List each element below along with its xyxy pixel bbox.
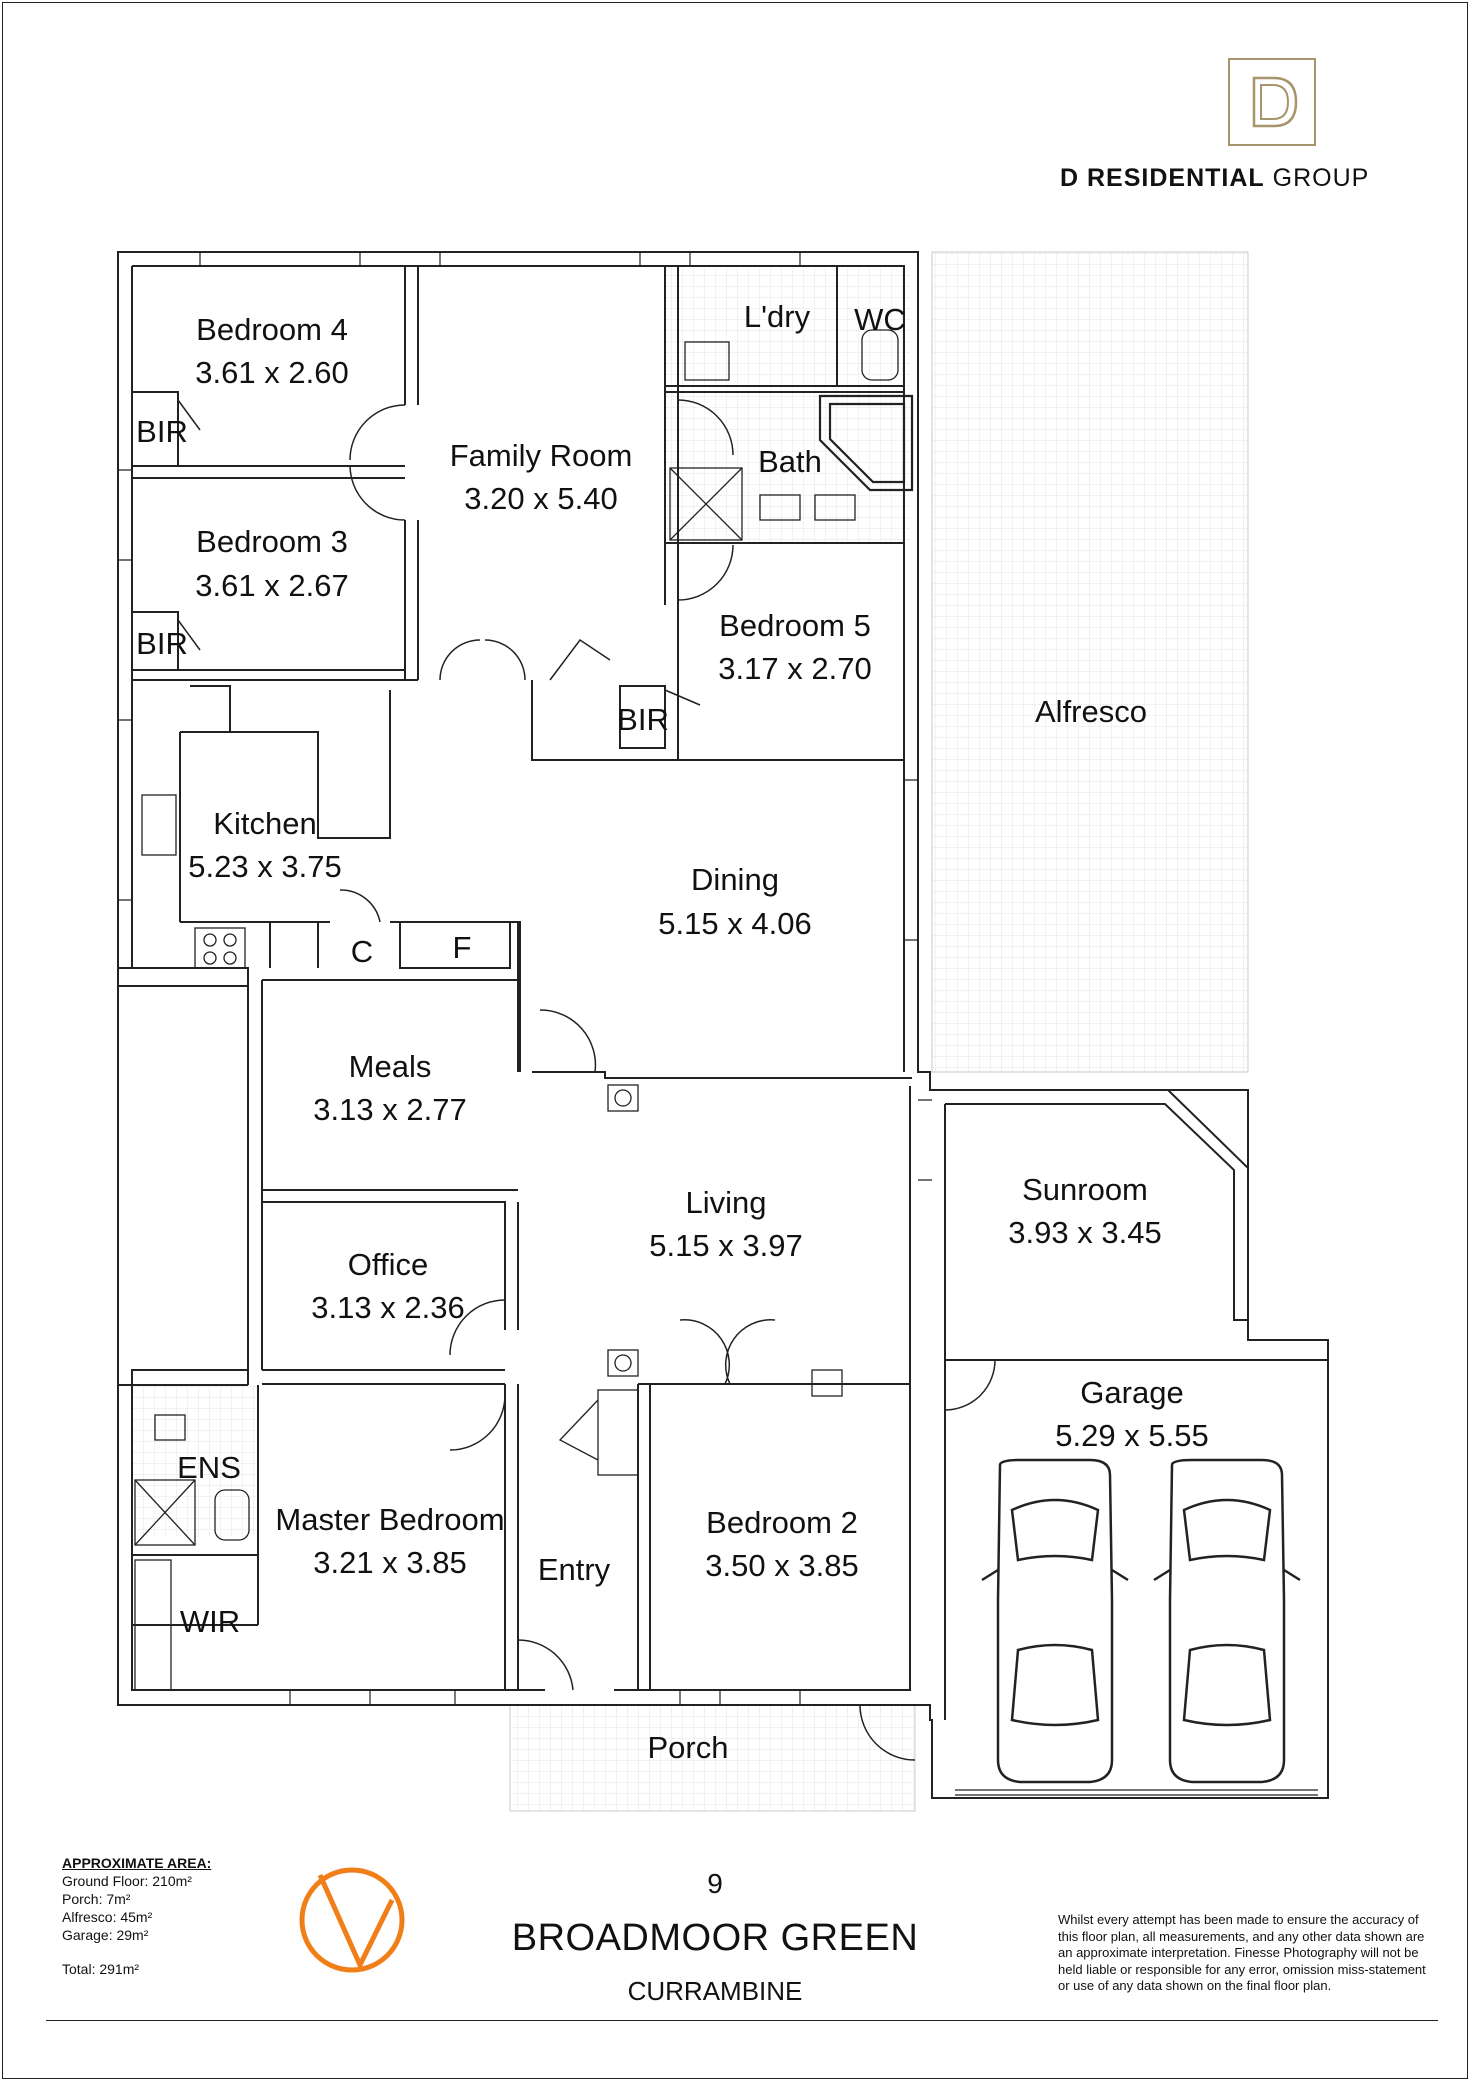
master-name: Master Bedroom — [275, 1502, 505, 1537]
wc-label: WC — [854, 302, 906, 337]
area-heading: APPROXIMATE AREA: — [62, 1855, 212, 1871]
meals-name: Meals — [348, 1049, 432, 1084]
door-swing — [350, 405, 405, 460]
cupboard-label: C — [350, 934, 374, 969]
column-icon — [608, 1350, 638, 1376]
bedroom5-size: 3.17 x 2.70 — [718, 651, 872, 686]
laundry-label: L'dry — [743, 299, 811, 334]
dining-size: 5.15 x 4.06 — [658, 906, 812, 941]
v-circle-logo-icon — [302, 1870, 402, 1970]
sunroom-name: Sunroom — [1022, 1172, 1148, 1207]
bir1-label: BIR — [136, 414, 188, 449]
sunroom-size: 3.93 x 3.45 — [1008, 1215, 1162, 1250]
fireplace-icon — [608, 1085, 638, 1111]
fireplace-icon — [615, 1090, 631, 1106]
brand-name-light: GROUP — [1264, 164, 1370, 192]
door-swing — [680, 1320, 775, 1384]
door-swing — [350, 465, 405, 520]
area-ground-floor: Ground Floor: 210m² — [62, 1873, 192, 1889]
alfresco-label: Alfresco — [1035, 694, 1147, 729]
bedroom2-size: 3.50 x 3.85 — [705, 1548, 859, 1583]
cooktop-burner — [224, 952, 236, 964]
dining-name: Dining — [691, 862, 779, 897]
bedroom3-name: Bedroom 3 — [196, 524, 348, 559]
cooktop-burner — [204, 952, 216, 964]
window — [118, 470, 132, 900]
window — [290, 1690, 800, 1705]
address-suburb: CURRAMBINE — [627, 1976, 803, 2006]
hall-table-icon — [598, 1390, 638, 1475]
cooktop-icon — [195, 928, 245, 968]
alfresco-tiles — [932, 252, 1248, 1072]
bath-label: Bath — [758, 444, 822, 479]
car-icon — [982, 1460, 1128, 1782]
approximate-area — [62, 1854, 211, 1978]
garage-name: Garage — [1080, 1375, 1184, 1410]
kitchen-size: 5.23 x 3.75 — [188, 849, 342, 884]
fridge-label: F — [452, 930, 472, 965]
column-icon — [615, 1355, 631, 1371]
bedroom3-wall — [132, 670, 418, 680]
garage-size: 5.29 x 5.55 — [1055, 1418, 1209, 1453]
footer-rule — [46, 2020, 1438, 2021]
door-swing — [540, 1010, 595, 1072]
car-icon — [1154, 1460, 1300, 1782]
bir2-label: BIR — [136, 626, 188, 661]
meals-size: 3.13 x 2.77 — [313, 1092, 467, 1127]
disclaimer: Whilst every attempt has been made to ensure the accuracy of this floor plan, all measurements, and any other data shown are an approximate interpretation. Finesse Photography will not be held liable or responsible for any error, omission miss-statement or use of any data shown on the final floor plan. — [1058, 1912, 1426, 1993]
bedroom4-name: Bedroom 4 — [196, 312, 348, 347]
porch-label: Porch — [647, 1730, 729, 1765]
area-alfresco: Alfresco: 45m² — [62, 1909, 153, 1925]
address-street: BROADMOOR GREEN — [511, 1917, 919, 1959]
kitchen-name: Kitchen — [213, 806, 317, 841]
window — [200, 252, 800, 266]
ens-label: ENS — [177, 1450, 241, 1485]
living-size: 5.15 x 3.97 — [649, 1228, 803, 1263]
bedroom2-name: Bedroom 2 — [706, 1505, 858, 1540]
door-swing — [340, 890, 505, 1450]
living-name: Living — [685, 1185, 767, 1220]
entry-label: Entry — [537, 1552, 611, 1587]
kitchen-sink-icon — [142, 795, 176, 855]
hall-table-icon — [560, 1400, 598, 1460]
bedroom3-size: 3.61 x 2.67 — [195, 568, 349, 603]
bedroom5-name: Bedroom 5 — [719, 608, 871, 643]
kitchen-left-wall — [118, 968, 248, 1385]
door-swing — [550, 640, 610, 680]
address-number: 9 — [707, 1868, 723, 1899]
cooktop-burner — [224, 934, 236, 946]
family-name: Family Room — [449, 438, 633, 473]
master-size: 3.21 x 3.85 — [313, 1545, 467, 1580]
area-porch: Porch: 7m² — [62, 1891, 131, 1907]
brand-name-bold: D RESIDENTIAL — [1060, 164, 1265, 192]
garage-door — [955, 1790, 1318, 1795]
wir-label: WIR — [179, 1604, 241, 1639]
area-garage: Garage: 29m² — [62, 1927, 149, 1943]
cooktop-burner — [204, 934, 216, 946]
office-size: 3.13 x 2.36 — [311, 1290, 465, 1325]
bir3-label: BIR — [617, 702, 669, 737]
door-swing — [440, 640, 525, 680]
area-total: Total: 291m² — [62, 1961, 140, 1977]
bedroom4-size: 3.61 x 2.60 — [195, 355, 349, 390]
family-size: 3.20 x 5.40 — [464, 481, 618, 516]
office-name: Office — [347, 1247, 429, 1282]
